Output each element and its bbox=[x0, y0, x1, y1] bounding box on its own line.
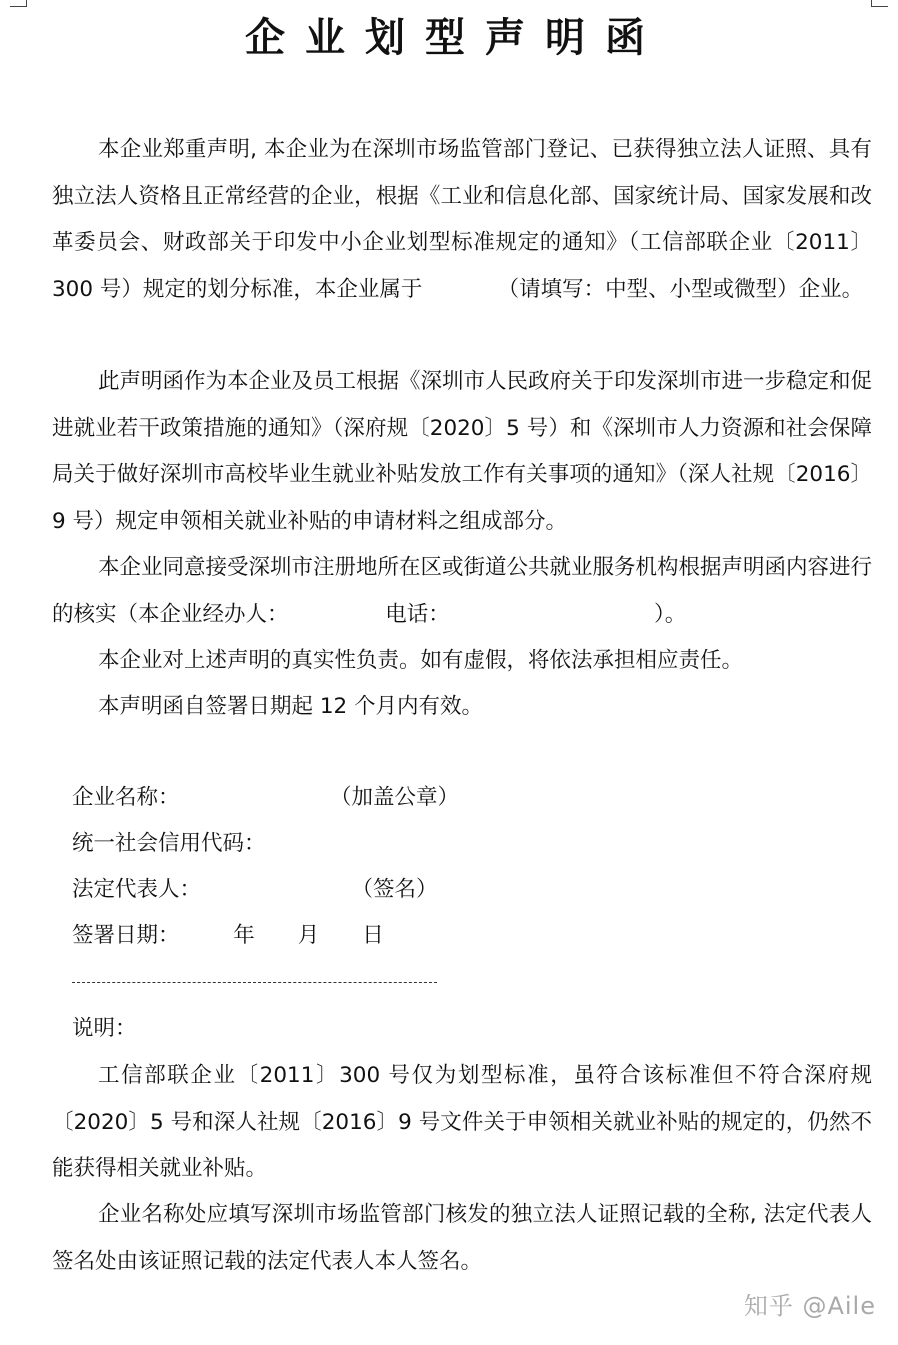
company-name-field: 企业名称： （加盖公章） bbox=[72, 785, 460, 810]
crop-mark-top-left bbox=[10, 0, 27, 7]
legal-representative-field: 法定代表人： （签名） bbox=[72, 877, 438, 902]
sign-date-field: 签署日期： 年 月 日 bbox=[72, 923, 384, 948]
notes-heading: 说明： bbox=[72, 1016, 137, 1041]
dashed-divider bbox=[72, 982, 437, 983]
declaration-paragraph-1: 本企业郑重声明, 本企业为在深圳市场监管部门登记、已获得独立法人证照、具有独立法人资格且正常经营的企业，根据《工业和信息化部、国家统计局、国家发展和改革委员会、财政部关于印发中小企业划型标准规定的通知》（工信部联企业〔2011〕300 号）规定的划分标准，本企业属于 （请填写：中型、小型或微型）企业。 bbox=[52, 137, 872, 302]
declaration-paragraph-2: 此声明函作为本企业及员工根据《深圳市人民政府关于印发深圳市进一步稳定和促进就业若干政策措施的通知》（深府规〔2020〕5 号）和《深圳市人力资源和社会保障局关于做好深圳市高校毕业生就业补贴发放工作有关事项的通知》（深人社规〔2016〕9 号）规定申领相关就业补贴的申请材料之组成部分。 bbox=[52, 369, 873, 534]
declaration-paragraph-3: 本企业同意接受深圳市注册地所在区或街道公共就业服务机构根据声明函内容进行的核实（本企业经办人： 电话： ）。 bbox=[52, 555, 873, 627]
note-item-2: 企业名称处应填写深圳市场监管部门核发的独立法人证照记载的全称, 法定代表人签名处由该证照记载的法定代表人本人签名。 bbox=[52, 1202, 872, 1274]
note-item-1: 工信部联企业〔2011〕300 号仅为划型标准，虽符合该标准但不符合深府规〔2020〕5 号和深人社规〔2016〕9 号文件关于申领相关就业补贴的规定的，仍然不能获得相关就业补贴。 bbox=[52, 1063, 872, 1181]
crop-mark-top-right bbox=[871, 0, 888, 7]
credit-code-field: 统一社会信用代码： bbox=[72, 831, 266, 856]
document-title: 企业划型声明函 bbox=[245, 15, 665, 61]
watermark: 知乎 @Aile bbox=[743, 1292, 876, 1320]
declaration-paragraph-5: 本声明函自签署日期起 12 个月内有效。 bbox=[98, 694, 484, 719]
declaration-paragraph-4: 本企业对上述声明的真实性负责。如有虚假，将依法承担相应责任。 bbox=[98, 648, 744, 673]
